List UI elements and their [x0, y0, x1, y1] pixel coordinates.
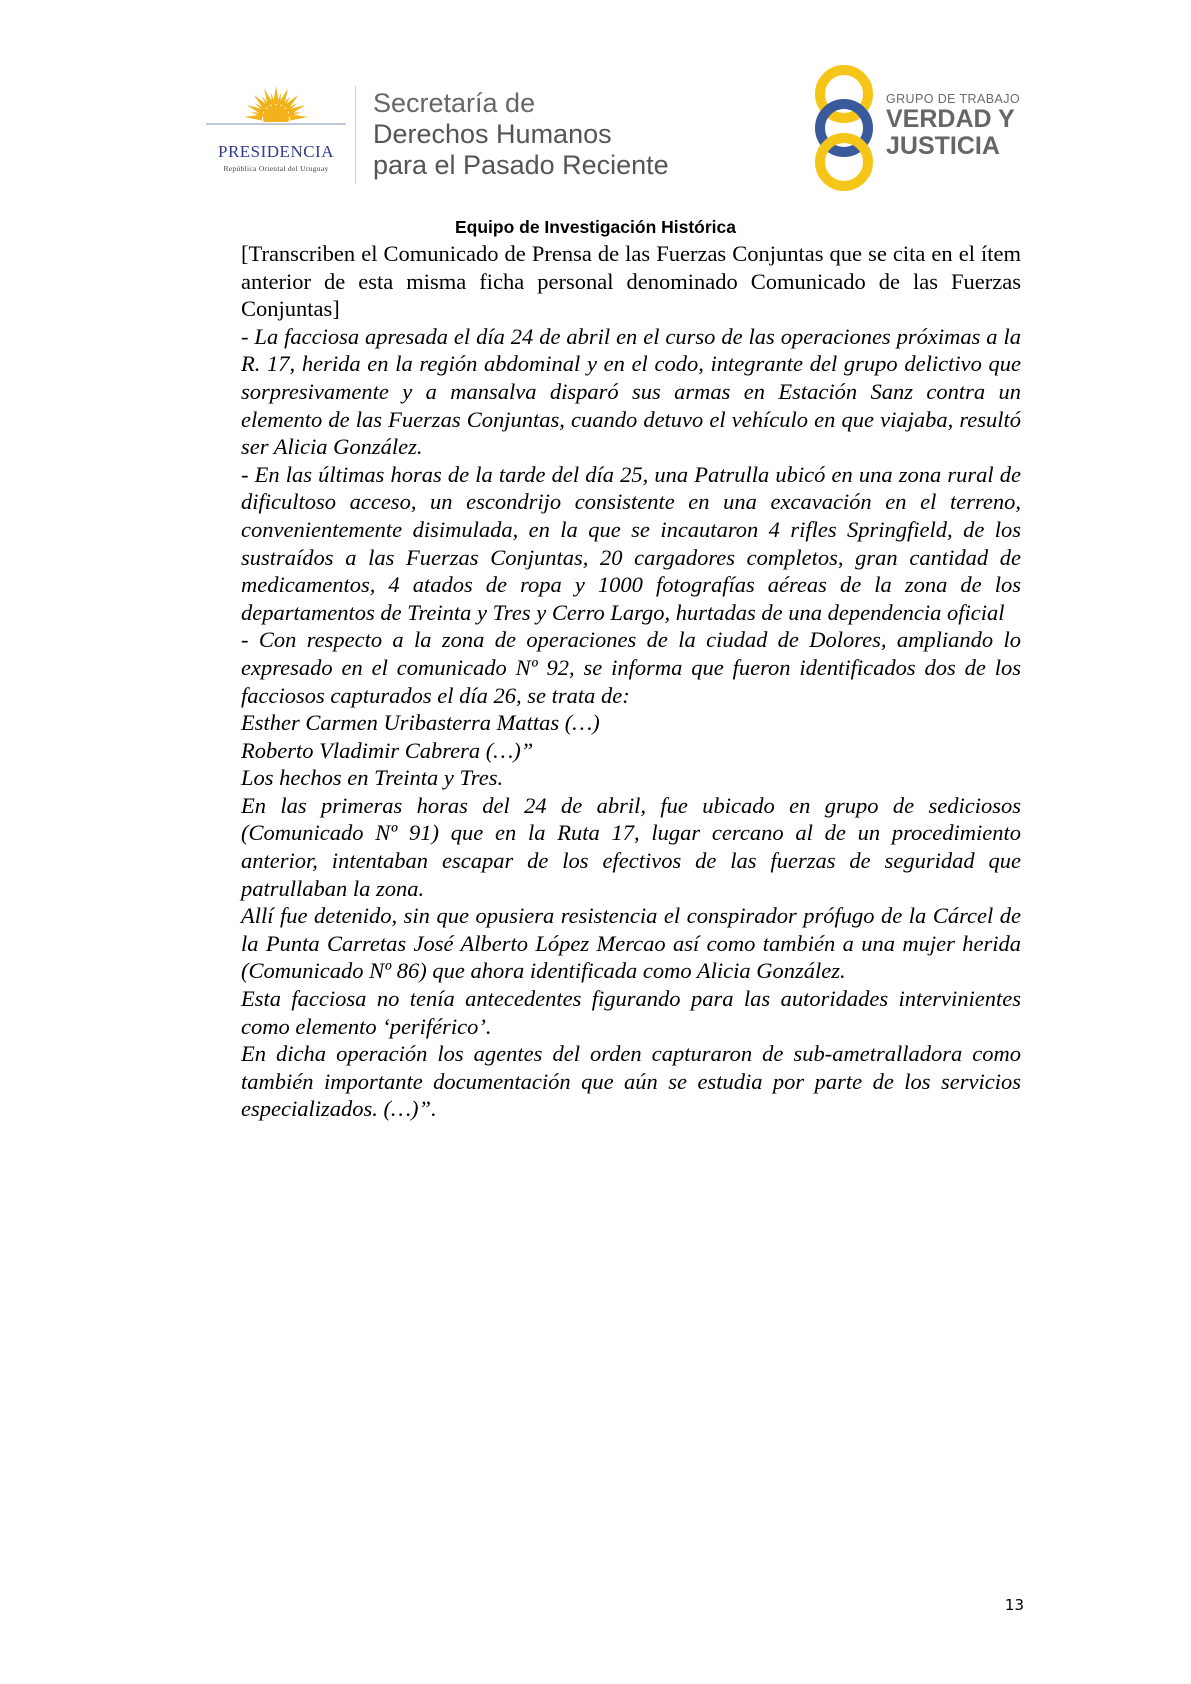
- paragraph: Esta facciosa no tenía antecedentes figurando para las autoridades intervinientes como elemento ‘periférico’.: [241, 986, 1021, 1039]
- document-body: [241, 240, 1021, 1123]
- paragraph: Esther Carmen Uribasterra Mattas (…): [241, 710, 600, 736]
- presidencia-logo: [196, 84, 356, 184]
- paragraph: En dicha operación los agentes del orden capturaron de sub-ametralladora como también importante documentación que aún se estudia por parte de los servicios especializados. (…)”.: [241, 1041, 1021, 1122]
- paragraph: Los hechos en Treinta y Tres.: [241, 765, 504, 791]
- gtvj-line2: JUSTICIA: [886, 132, 1000, 160]
- secretaria-line2: Derechos Humanos: [373, 119, 612, 149]
- page-number: 13: [1004, 1596, 1024, 1614]
- interlocked-rings-icon: [808, 62, 888, 192]
- presidencia-subtitle: República Oriental del Uruguay: [223, 164, 329, 173]
- secretaria-line3: para el Pasado Reciente: [373, 150, 669, 180]
- paragraph: Roberto Vladimir Cabrera (…)”: [241, 737, 534, 763]
- gtvj-line1: VERDAD Y: [886, 105, 1015, 133]
- gtvj-text: [886, 92, 1020, 160]
- paragraph: - En las últimas horas de la tarde del día 25, una Patrulla ubicó en una zona rural de dificultoso acceso, un escondrijo consistente en una excavación en el terreno, convenientemente disimulada, en la que se incautaron 4 rifles Springfield, de los sustraídos a las Fuerzas Conjuntas, 20 cargadores completos, gran cantidad de medicamentos, 4 atados de ropa y 1000 fotografías aéreas de la zona de los departamentos de Treinta y Tres y Cerro Largo, hurtadas de una dependencia oficial: [241, 461, 1021, 625]
- team-title: Equipo de Investigación Histórica: [454, 217, 737, 237]
- secretaria-logo-text: [373, 88, 669, 181]
- paragraph: En las primeras horas del 24 de abril, fue ubicado en grupo de sediciosos (Comunicado Nº 91) que en la Ruta 17, lugar cercano al de un procedimiento anterior, intentaban escapar de los efectivos de las fuerzas de seguridad que patrullaban la zona.: [241, 792, 1021, 901]
- paragraph: [Transcriben el Comunicado de Prensa de las Fuerzas Conjuntas que se cita en el ítem anterior de esta misma ficha personal denominado Comunicado de las Fuerzas Conjuntas]: [241, 241, 1021, 322]
- paragraph: - Con respecto a la zona de operaciones de la ciudad de Dolores, ampliando lo expresado en el comunicado Nº 92, se informa que fueron identificados dos de los facciosos capturados el día 26, se trata de:: [241, 627, 1021, 708]
- secretaria-line1: Secretaría de: [373, 88, 536, 118]
- paragraph: Allí fue detenido, sin que opusiera resistencia el conspirador prófugo de la Cárcel de la Punta Carretas José Alberto López Mercao así como también a una mujer herida (Comunicado Nº 86) que ahora identificada como Alicia González.: [241, 903, 1021, 984]
- sun-emblem-icon: [196, 84, 356, 144]
- presidencia-title: PRESIDENCIA: [217, 142, 334, 161]
- gtvj-logo: [808, 62, 1028, 192]
- gtvj-small-line: GRUPO DE TRABAJO: [886, 92, 1020, 106]
- header-divider: [355, 86, 356, 184]
- paragraph: - La facciosa apresada el día 24 de abril en el curso de las operaciones próximas a la R. 17, herida en la región abdominal y en el codo, integrante del grupo delictivo que sorpresivamente y a mansalva disparó sus armas en Estación Sanz contra un elemento de las Fuerzas Conjuntas, cuando detuvo el vehículo en que viajaba, resultó ser Alicia González.: [241, 323, 1021, 460]
